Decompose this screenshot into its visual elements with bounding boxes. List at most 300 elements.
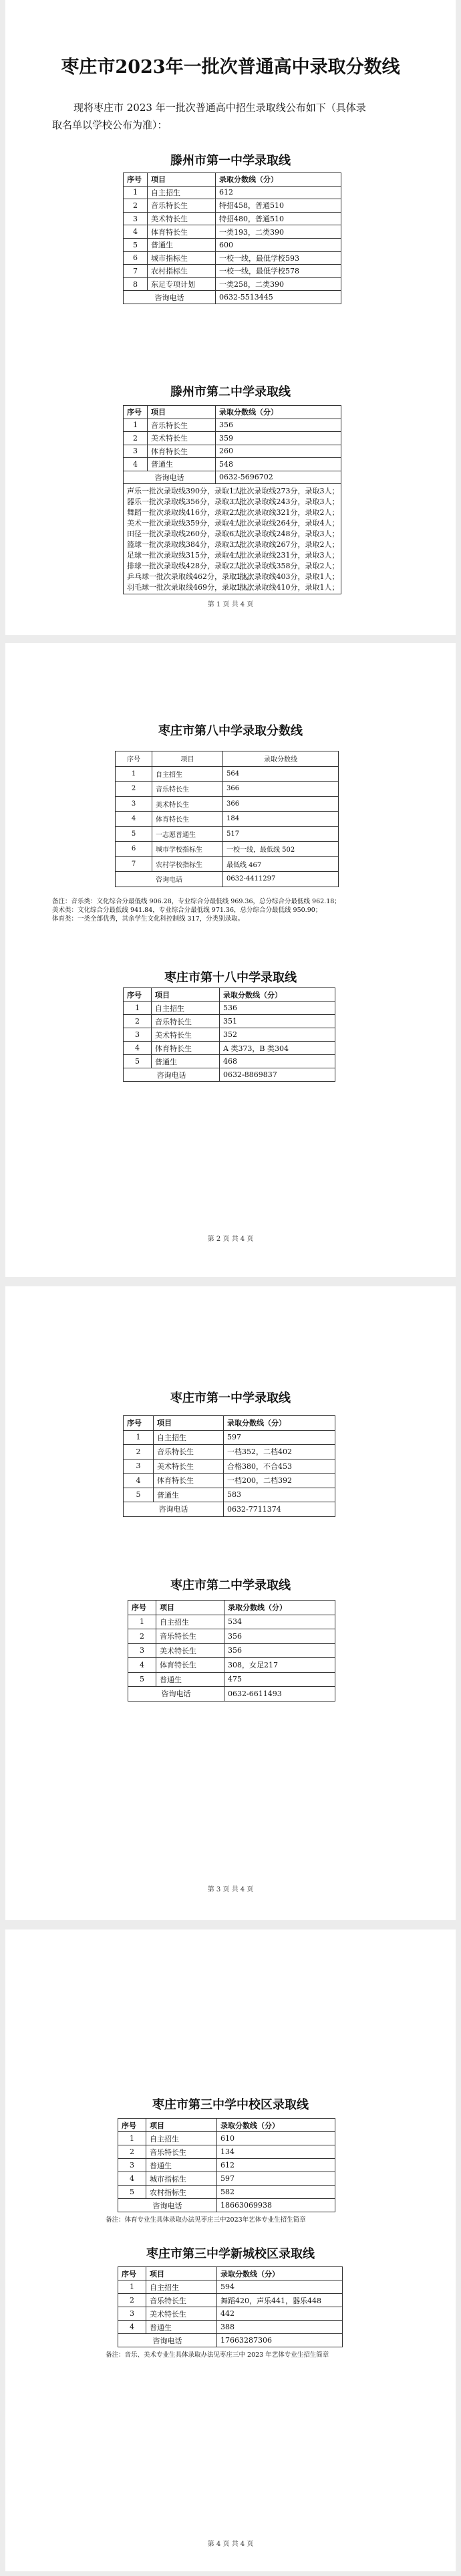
table-header-row <box>124 988 335 1002</box>
header-cell: 录取分数线（分） <box>216 173 341 187</box>
note-line <box>127 582 337 592</box>
row-category: 自主招生 <box>152 1002 220 1015</box>
table-row <box>124 238 341 251</box>
row-number: 2 <box>118 2145 146 2159</box>
school2-title: 滕州市第二中学录取线 <box>170 385 291 399</box>
table-row <box>128 1672 335 1687</box>
note-text: 排球一批次录取线428分，录取2人； <box>127 562 249 570</box>
row-category: 体育特长生 <box>152 812 223 827</box>
note-line <box>127 528 337 539</box>
school3-notes <box>52 897 450 923</box>
row-number: 2 <box>128 1629 156 1644</box>
note-text: 二批次录取线248分，录取3人； <box>232 530 339 538</box>
row-score: 一校一线，最低学校593 <box>216 251 341 265</box>
row-score: 351 <box>220 1015 335 1028</box>
row-score: 366 <box>223 782 339 797</box>
table-row <box>124 225 341 239</box>
row-category: 农村指标生 <box>148 265 216 278</box>
intro-text <box>52 99 413 134</box>
document-title: 枣庄市2023年一批次普通高中录取分数线 <box>61 57 400 78</box>
phone-value: 0632-4411297 <box>223 872 339 887</box>
header-cell: 序号 <box>124 406 148 419</box>
table-row <box>118 2321 343 2334</box>
row-score: 583 <box>224 1488 335 1502</box>
table-row <box>116 856 339 872</box>
notes-list <box>127 484 337 594</box>
note-line <box>127 507 337 517</box>
phone-label: 咨询电话 <box>118 2334 217 2347</box>
phone-row <box>124 1068 335 1082</box>
row-number: 3 <box>124 212 148 225</box>
row-category: 音乐特长生 <box>152 782 223 797</box>
row-category: 普通生 <box>154 1488 224 1502</box>
row-category: 音乐特长生 <box>154 1445 224 1459</box>
row-category: 音乐特长生 <box>146 2145 217 2159</box>
note-text: 篮球一批次录取线384分，录取3人； <box>127 540 249 549</box>
note-text: 二批次录取线264分，录取4人； <box>232 519 339 528</box>
note-line <box>127 517 337 528</box>
row-category: 普通生 <box>156 1672 224 1687</box>
note-text: 二批次录取线410分，录取1人； <box>232 583 339 592</box>
row-category: 普通生 <box>148 238 216 251</box>
phone-row <box>124 291 341 304</box>
note-line <box>127 571 337 582</box>
row-category: 音乐特长生 <box>152 1015 220 1028</box>
table-row <box>118 2145 335 2159</box>
note-text: 足球一批次录取线315分，录取4人； <box>127 551 249 560</box>
row-category: 体育特长生 <box>148 225 216 239</box>
table-row <box>128 1643 335 1658</box>
phone-value: 0632-5513445 <box>216 291 341 304</box>
row-number: 4 <box>128 1658 156 1673</box>
table-row <box>118 2294 343 2307</box>
school1-table <box>123 172 341 304</box>
header-cell: 录取分数线（分） <box>220 988 335 1002</box>
row-category: 自主招生 <box>146 2280 217 2294</box>
table-row <box>124 445 341 458</box>
phone-value: 0632-6611493 <box>224 1687 335 1702</box>
row-number: 1 <box>118 2280 146 2294</box>
header-cell: 序号 <box>124 988 152 1002</box>
row-number: 1 <box>124 1002 152 1015</box>
page-4 <box>5 1929 456 2571</box>
school2-notes <box>124 484 341 594</box>
school8-title: 枣庄市第三中学新城校区录取线 <box>146 2247 315 2261</box>
table-header-row <box>124 173 341 187</box>
row-score: A 类373，B 类304 <box>220 1042 335 1055</box>
row-score: 475 <box>224 1672 335 1687</box>
row-number: 2 <box>118 2294 146 2307</box>
phone-label: 咨询电话 <box>124 471 216 484</box>
note-text: 舞蹈一批次录取线416分，录取2人； <box>127 508 249 517</box>
table-row <box>118 2186 335 2199</box>
row-category: 自主招生 <box>148 186 216 199</box>
school8-rows <box>118 2267 343 2334</box>
phone-value: 0632-5696702 <box>216 471 341 484</box>
header-cell: 项目 <box>152 988 220 1002</box>
row-score: 366 <box>223 796 339 812</box>
header-cell: 项目 <box>152 751 223 767</box>
table-row <box>116 796 339 812</box>
header-cell: 项目 <box>146 2119 217 2132</box>
phone-row <box>118 2199 335 2212</box>
table-row <box>116 766 339 782</box>
table-row <box>116 782 339 797</box>
table-row <box>124 1474 335 1488</box>
school2-rows <box>124 406 341 471</box>
row-score: 184 <box>223 812 339 827</box>
table-row <box>124 1042 335 1055</box>
row-number: 4 <box>124 1042 152 1055</box>
row-score: 548 <box>216 458 341 471</box>
intro-line-1: 现将枣庄市 2023 年一批次普通高中招生录取线公布如下（具体录 <box>73 102 366 114</box>
row-category: 城市指标生 <box>146 2172 217 2186</box>
row-category: 美术特长生 <box>154 1459 224 1474</box>
row-number: 1 <box>116 766 152 782</box>
phone-value: 17663287306 <box>217 2334 343 2347</box>
table-header-row <box>124 406 341 419</box>
row-category: 美术特长生 <box>148 212 216 225</box>
phone-label: 咨询电话 <box>124 1068 220 1082</box>
header-cell: 录取分数线（分） <box>216 406 341 419</box>
school5-table <box>123 1415 335 1517</box>
phone-label: 咨询电话 <box>128 1687 224 1702</box>
row-score: 597 <box>217 2172 335 2186</box>
table-row <box>128 1629 335 1644</box>
school3-table <box>115 751 339 887</box>
row-number: 5 <box>124 1488 154 1502</box>
table-row <box>124 265 341 278</box>
header-cell: 项目 <box>148 406 216 419</box>
row-score: 特招480，普通510 <box>216 212 341 225</box>
phone-label: 咨询电话 <box>118 2199 217 2212</box>
phone-value: 0632-7711374 <box>224 1502 335 1517</box>
row-number: 5 <box>118 2186 146 2199</box>
row-category: 体育特长生 <box>148 445 216 458</box>
school7-note: 备注：体育专业生具体录取办法见枣庄三中2023年艺体专业生招生简章 <box>106 2216 306 2224</box>
note-text: 二批次录取线243分，录取3人； <box>232 497 339 506</box>
school1-rows <box>124 173 341 291</box>
row-score: 134 <box>217 2145 335 2159</box>
row-number: 3 <box>118 2307 146 2321</box>
row-category: 自主招生 <box>146 2132 217 2145</box>
header-cell: 项目 <box>148 173 216 187</box>
row-category: 体育特长生 <box>152 1042 220 1055</box>
row-category: 城市指标生 <box>148 251 216 265</box>
row-category: 体育特长生 <box>154 1474 224 1488</box>
row-score: 536 <box>220 1002 335 1015</box>
note-text: 二批次录取线403分，录取1人； <box>232 572 339 581</box>
row-score: 468 <box>220 1055 335 1068</box>
table-header-row <box>128 1601 335 1615</box>
school6-table <box>128 1600 335 1702</box>
row-category: 东足专项计划 <box>148 277 216 291</box>
row-score: 合格380，不合453 <box>224 1459 335 1474</box>
page-number: 第 2 页 共 4 页 <box>207 1236 254 1243</box>
row-category: 音乐特长生 <box>148 419 216 432</box>
table-row <box>128 1615 335 1629</box>
header-cell: 序号 <box>118 2119 146 2132</box>
phone-row <box>116 872 339 887</box>
row-number: 3 <box>124 445 148 458</box>
row-score: 308，女足217 <box>224 1658 335 1673</box>
row-number: 1 <box>124 419 148 432</box>
row-score: 352 <box>220 1028 335 1042</box>
phone-label: 咨询电话 <box>124 291 216 304</box>
row-category: 一志愿普通生 <box>152 826 223 842</box>
note-text: 田径一批次录取线260分，录取6人； <box>127 530 249 538</box>
header-cell: 录取分数线（分） <box>217 2267 343 2280</box>
school3-rows <box>116 751 339 872</box>
row-number: 3 <box>124 1028 152 1042</box>
note-line <box>127 539 337 550</box>
row-category: 自主招生 <box>152 766 223 782</box>
table-header-row <box>118 2267 343 2280</box>
row-score: 388 <box>217 2321 343 2334</box>
row-score: 359 <box>216 432 341 445</box>
page-2 <box>5 643 456 1277</box>
notes-row <box>124 484 341 594</box>
row-score: 517 <box>223 826 339 842</box>
note-text: 声乐一批次录取线390分，录取1人； <box>127 487 249 495</box>
school8-note: 备注：音乐、美术专业生具体录取办法见枣庄三中 2023 年艺体专业生招生简章 <box>106 2351 329 2359</box>
note-line <box>127 485 337 496</box>
phone-label: 咨询电话 <box>124 1502 224 1517</box>
row-number: 3 <box>124 1459 154 1474</box>
table-row <box>118 2132 335 2145</box>
row-number: 4 <box>118 2321 146 2334</box>
school4-title: 枣庄市第十八中学录取线 <box>164 971 297 985</box>
note-text: 二批次录取线273分，录取3人； <box>232 487 339 495</box>
note-line: 备注：音乐类：文化综合分最低线 906.28，专业综合分最低线 969.36，总分综合分最低线 962.18； <box>52 898 341 905</box>
table-row <box>124 1002 335 1015</box>
school6-rows <box>128 1601 335 1687</box>
table-row <box>124 1028 335 1042</box>
row-score: 356 <box>224 1629 335 1644</box>
note-line: 美术类：文化综合分最低线 941.84，专业综合分最低线 971.36，总分综合分最低线 950.90； <box>52 907 322 914</box>
row-number: 7 <box>116 856 152 872</box>
note-text: 美术一批次录取线359分，录取4人； <box>127 519 249 528</box>
note-text: 二批次录取线321分，录取2人； <box>232 508 339 517</box>
table-row <box>124 186 341 199</box>
row-number: 6 <box>124 251 148 265</box>
table-row <box>124 1488 335 1502</box>
row-number: 4 <box>124 225 148 239</box>
page-number: 第 1 页 共 4 页 <box>207 601 254 608</box>
row-score: 356 <box>216 419 341 432</box>
table-row <box>124 1459 335 1474</box>
note-line <box>127 560 337 571</box>
header-cell: 序号 <box>124 1416 154 1431</box>
row-score: 一校一线，最低学校578 <box>216 265 341 278</box>
note-text: 二批次录取线358分，录取2人； <box>232 562 339 570</box>
row-category: 农村学校指标生 <box>152 856 223 872</box>
table-row <box>118 2172 335 2186</box>
header-cell: 录取分数线（分） <box>217 2119 335 2132</box>
note-line <box>127 550 337 560</box>
table-row <box>124 212 341 225</box>
table-row <box>118 2159 335 2172</box>
row-score: 一档352，二档402 <box>224 1445 335 1459</box>
header-cell: 项目 <box>146 2267 217 2280</box>
phone-row <box>118 2334 343 2347</box>
phone-value: 18663069938 <box>217 2199 335 2212</box>
school4-rows <box>124 988 335 1068</box>
row-number: 5 <box>116 826 152 842</box>
header-cell: 序号 <box>118 2267 146 2280</box>
table-row <box>128 1658 335 1673</box>
row-number: 7 <box>124 265 148 278</box>
row-category: 自主招生 <box>156 1615 224 1629</box>
school1-title: 滕州市第一中学录取线 <box>170 154 291 168</box>
note-line: 体育类：一类全部优秀，其余学生文化科控制线 317，分类别录取。 <box>52 915 245 923</box>
header-cell: 录取分数线（分） <box>224 1601 335 1615</box>
table-row <box>124 458 341 471</box>
row-score: 534 <box>224 1615 335 1629</box>
table-row <box>124 1430 335 1445</box>
row-score: 356 <box>224 1643 335 1658</box>
row-category: 普通生 <box>146 2159 217 2172</box>
school8-table <box>118 2266 343 2347</box>
header-cell: 序号 <box>124 173 148 187</box>
phone-row <box>124 1502 335 1517</box>
page-number: 第 4 页 共 4 页 <box>207 2541 254 2548</box>
table-row <box>118 2280 343 2294</box>
row-score: 597 <box>224 1430 335 1445</box>
table-row <box>124 1015 335 1028</box>
row-number: 1 <box>124 186 148 199</box>
phone-label: 咨询电话 <box>116 872 223 887</box>
row-number: 4 <box>124 458 148 471</box>
row-number: 1 <box>124 1430 154 1445</box>
row-number: 1 <box>128 1615 156 1629</box>
header-cell: 序号 <box>116 751 152 767</box>
row-category: 农村指标生 <box>146 2186 217 2199</box>
page-3 <box>5 1286 456 1920</box>
table-row <box>124 1445 335 1459</box>
row-category: 音乐特长生 <box>156 1629 224 1644</box>
note-text: 羽毛球一批次录取线469分，录取1人； <box>127 583 256 592</box>
row-category: 美术特长生 <box>156 1643 224 1658</box>
row-score: 一类193，二类390 <box>216 225 341 239</box>
row-number: 3 <box>118 2159 146 2172</box>
header-cell: 录取分数线（分） <box>224 1416 335 1431</box>
row-category: 美术特长生 <box>148 432 216 445</box>
row-category: 城市学校指标生 <box>152 842 223 857</box>
row-score: 610 <box>217 2132 335 2145</box>
table-row <box>124 199 341 213</box>
row-score: 特招458，普通510 <box>216 199 341 213</box>
school5-rows <box>124 1416 335 1502</box>
school5-title: 枣庄市第一中学录取线 <box>170 1391 291 1405</box>
row-score: 一校一线，最低线 502 <box>223 842 339 857</box>
header-cell: 项目 <box>154 1416 224 1431</box>
row-category: 自主招生 <box>154 1430 224 1445</box>
table-row <box>124 419 341 432</box>
note-text: 二批次录取线267分，录取2人； <box>232 540 339 549</box>
header-cell: 录取分数线 <box>223 751 339 767</box>
row-number: 2 <box>124 199 148 213</box>
row-number: 2 <box>124 432 148 445</box>
note-line <box>127 496 337 507</box>
row-score: 612 <box>216 186 341 199</box>
row-category: 美术特长生 <box>152 1028 220 1042</box>
row-category: 音乐特长生 <box>148 199 216 213</box>
table-header-row <box>124 1416 335 1431</box>
row-score: 564 <box>223 766 339 782</box>
row-category: 音乐特长生 <box>146 2294 217 2307</box>
row-category: 普通生 <box>146 2321 217 2334</box>
row-score: 600 <box>216 238 341 251</box>
table-row <box>116 826 339 842</box>
row-score: 442 <box>217 2307 343 2321</box>
row-number: 5 <box>124 1055 152 1068</box>
phone-row <box>124 471 341 484</box>
school7-rows <box>118 2119 335 2199</box>
school4-table <box>123 987 335 1082</box>
intro-line-2: 取名单以学校公布为准）： <box>52 119 168 131</box>
table-row <box>118 2307 343 2321</box>
row-category: 普通生 <box>152 1055 220 1068</box>
phone-row <box>128 1687 335 1702</box>
table-row <box>124 1055 335 1068</box>
row-number: 8 <box>124 277 148 291</box>
row-category: 普通生 <box>148 458 216 471</box>
row-number: 2 <box>116 782 152 797</box>
row-score: 舞蹈420，声乐441，器乐448 <box>217 2294 343 2307</box>
note-text: 器乐一批次录取线356分，录取3人； <box>127 497 249 506</box>
school7-title: 枣庄市第三中学中校区录取线 <box>152 2098 309 2112</box>
row-number: 2 <box>124 1445 154 1459</box>
row-number: 5 <box>124 238 148 251</box>
row-number: 3 <box>116 796 152 812</box>
row-score: 594 <box>217 2280 343 2294</box>
table-row <box>124 251 341 265</box>
row-number: 4 <box>124 1474 154 1488</box>
row-score: 582 <box>217 2186 335 2199</box>
header-cell: 序号 <box>128 1601 156 1615</box>
table-header-row <box>118 2119 335 2132</box>
row-category: 美术特长生 <box>146 2307 217 2321</box>
row-category: 美术特长生 <box>152 796 223 812</box>
school7-table <box>118 2118 335 2212</box>
row-score: 260 <box>216 445 341 458</box>
row-category: 体育特长生 <box>156 1658 224 1673</box>
row-number: 3 <box>128 1643 156 1658</box>
row-number: 4 <box>118 2172 146 2186</box>
phone-value: 0632-8869837 <box>220 1068 335 1082</box>
table-row <box>116 842 339 857</box>
table-row <box>124 432 341 445</box>
note-text: 乒乓球一批次录取线462分，录取1人； <box>127 572 256 581</box>
row-number: 6 <box>116 842 152 857</box>
school2-table <box>123 405 341 594</box>
row-number: 5 <box>128 1672 156 1687</box>
header-cell: 项目 <box>156 1601 224 1615</box>
school6-title: 枣庄市第二中学录取线 <box>170 1578 291 1593</box>
row-score: 612 <box>217 2159 335 2172</box>
row-score: 最低线 467 <box>223 856 339 872</box>
table-header-row <box>116 751 339 767</box>
page-number: 第 3 页 共 4 页 <box>207 1886 254 1893</box>
row-score: 一档200，二档392 <box>224 1474 335 1488</box>
note-text: 二批次录取线231分，录取3人； <box>232 551 339 560</box>
row-score: 一类258，二类390 <box>216 277 341 291</box>
row-number: 1 <box>118 2132 146 2145</box>
table-row <box>116 812 339 827</box>
row-number: 4 <box>116 812 152 827</box>
table-row <box>124 277 341 291</box>
